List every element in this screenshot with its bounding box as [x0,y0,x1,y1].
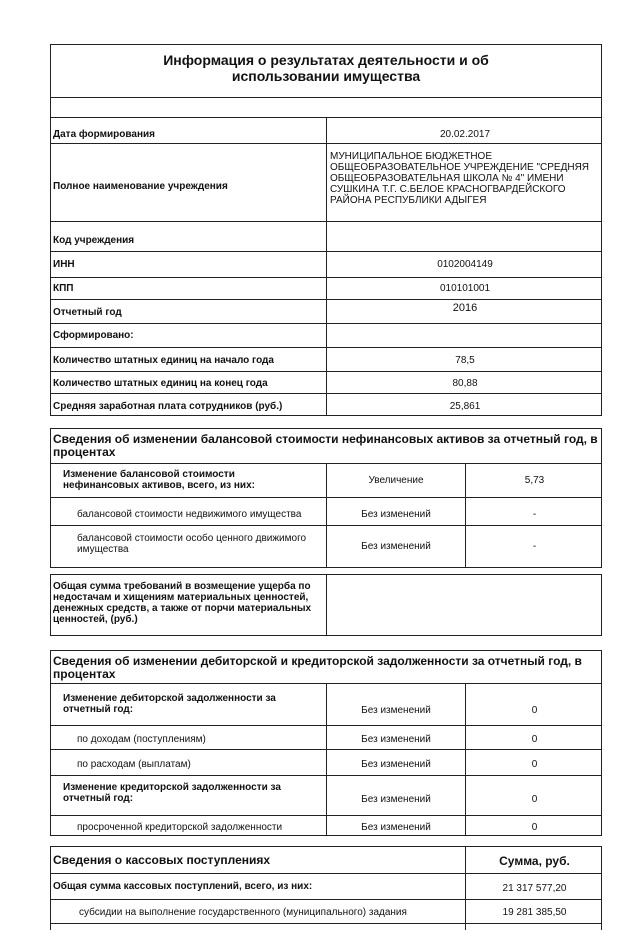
debts-row-value: 0 [531,705,538,716]
debts-row-status: Без изменений [361,759,431,770]
assets-row-label: Изменение балансовой стоимости нефинансовых активов, всего, из них: [63,469,255,491]
debts-row-value: 0 [531,759,538,770]
assets-row-label: балансовой стоимости недвижимого имущества [77,509,302,520]
assets-row-status: Увеличение [368,475,424,486]
kpp-label: КПП [53,283,74,294]
column-divider [326,575,327,635]
name-label: Полное наименование учреждения [53,181,228,192]
assets-header: Сведения об изменении балансовой стоимости нефинансовых активов за отчетный год, в процентах [53,432,598,459]
inn-label: ИНН [53,259,75,270]
damage-label: Общая сумма требований в возмещение ущерба по недостачам и хищениям материальных ценностей, денежных средств, а также от порчи материальных ценностей, (руб.) [53,581,312,625]
assets-row-label: балансовой стоимости особо ценного движимого имущества [77,533,307,555]
debts-table [50,650,602,836]
debts-row-label: по доходам (поступлениям) [77,734,206,745]
debts-row-status: Без изменений [361,705,431,716]
staff-start-label: Количество штатных единиц на начало года [53,355,274,366]
debts-row-label: просроченной кредиторской задолженности [77,822,283,833]
assets-row-status: Без изменений [361,509,431,520]
debts-row-value: 0 [531,822,538,833]
assets-row-value: - [532,541,537,552]
debts-row-status: Без изменений [361,734,431,745]
assets-row-value: 5,73 [524,475,545,486]
debts-row-label: Изменение дебиторской задолженности за отчетный год: [63,693,276,715]
debts-row-status: Без изменений [361,822,431,833]
divider [51,899,601,900]
formed-label: Сформировано: [53,330,134,341]
debts-row-label: Изменение кредиторской задолженности за отчетный год: [63,782,281,804]
staff-end-value: 80,88 [452,378,478,389]
staff-end-label: Количество штатных единиц на конец года [53,378,268,389]
cash-subsidy-label: субсидии на выполнение государственного (муниципального) задания [79,907,407,918]
year-label: Отчетный год [53,307,122,318]
debts-header: Сведения об изменении дебиторской и кредиторской задолженности за отчетный год, в процентах [53,654,582,681]
cash-total-value: 21 317 577,20 [502,883,567,894]
name-value: МУНИЦИПАЛЬНОЕ БЮДЖЕТНОЕ ОБЩЕОБРАЗОВАТЕЛЬНОЕ УЧРЕЖДЕНИЕ "СРЕДНЯЯ ОБЩЕОБРАЗОВАТЕЛЬНАЯ ШКОЛА № 4" ИМЕНИ СУШКИНА Т.Г. С.БЕЛОЕ КРАСНОГВАРДЕЙСКОГО РАЙОНА РЕСПУБЛИКИ АДЫГЕЯ [330,151,590,206]
code-label: Код учреждения [53,235,135,246]
debts-row-label: по расходам (выплатам) [77,759,191,770]
staff-start-value: 78,5 [455,355,475,366]
divider [51,923,601,924]
cash-header: Сведения о кассовых поступлениях [53,853,271,867]
damage-table [50,574,602,636]
general-info-table [50,44,602,416]
debts-row-value: 0 [531,794,538,805]
cash-total-label: Общая сумма кассовых поступлений, всего, из них: [53,881,313,892]
cash-subsidy-value: 19 281 385,50 [502,907,567,918]
assets-row-value: - [532,509,537,520]
debts-row-value: 0 [531,734,538,745]
debts-row-status: Без изменений [361,794,431,805]
assets-row-status: Без изменений [361,541,431,552]
cash-sum-header: Сумма, руб. [499,854,570,868]
page-title: Информация о результатах деятельности и об использовании имущества [163,52,489,84]
date-value: 20.02.2017 [439,129,491,140]
divider [51,97,601,98]
year-value: 2016 [452,302,478,314]
assets-table [50,428,602,568]
inn-value: 0102004149 [437,259,493,270]
salary-label: Средняя заработная плата сотрудников (руб.) [53,401,283,412]
salary-value: 25,861 [449,401,481,412]
date-label: Дата формирования [53,129,155,140]
cash-table [50,846,602,930]
divider [51,873,601,874]
kpp-value: 010101001 [439,283,491,294]
